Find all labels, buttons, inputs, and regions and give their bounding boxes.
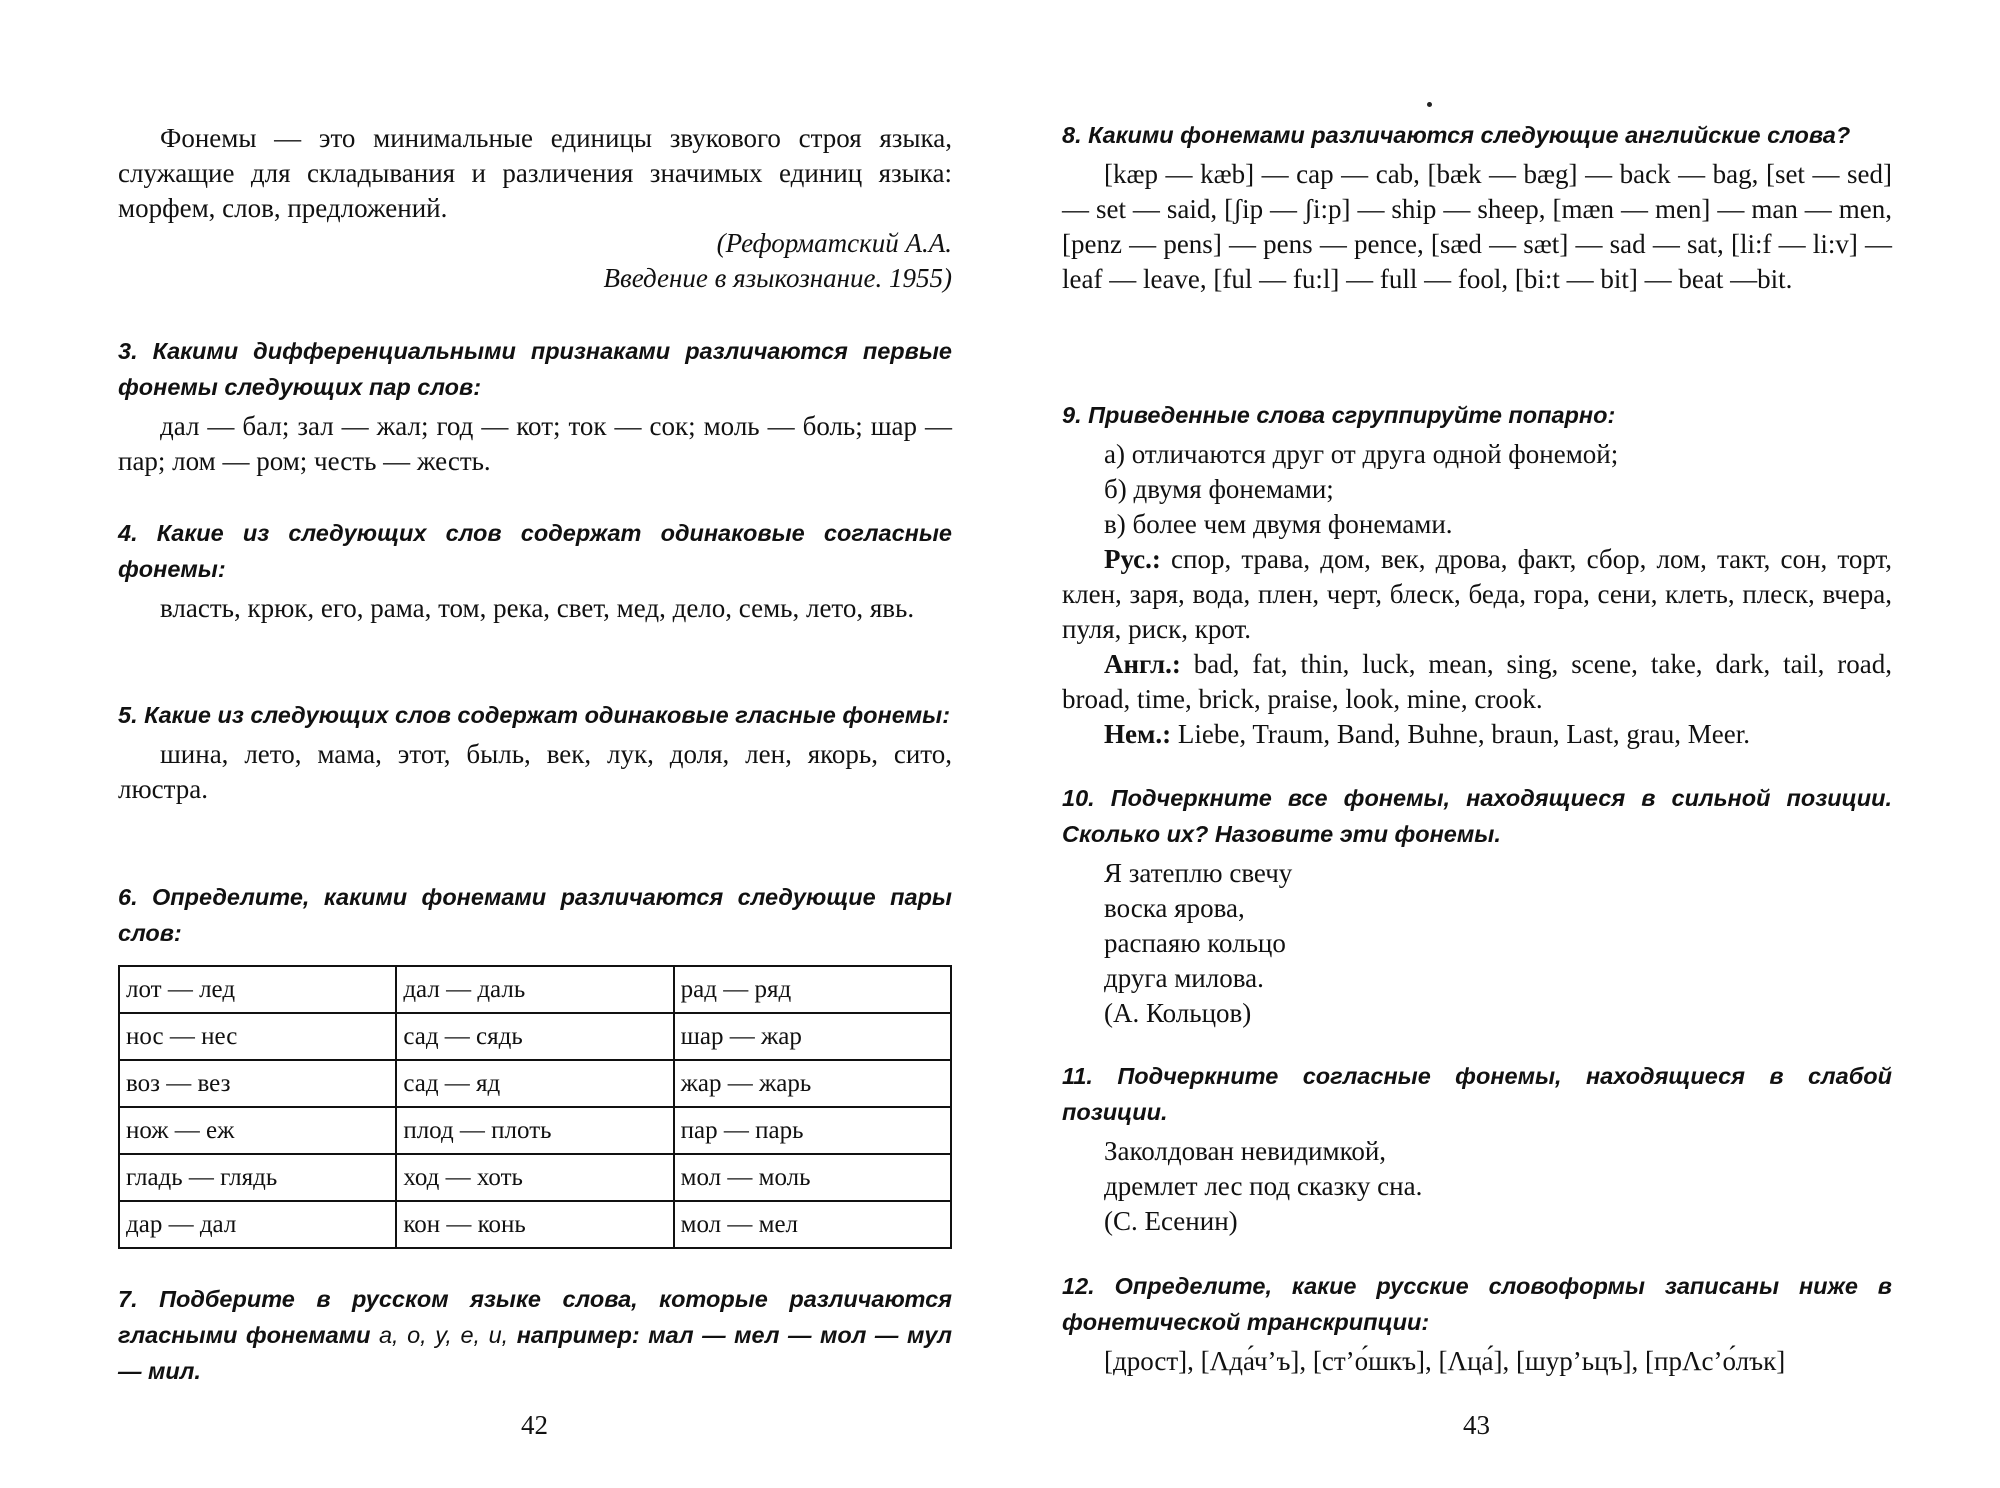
question-10-title: 10. Подчеркните все фонемы, находящиеся в сильной позиции. Сколько их? Назовите эти фонемы. [1062,785,1892,847]
question-3-text: дал — бал; зал — жал; год — кот; ток — сок; моль — боль; шар — пар; лом — ром; честь — жесть. [118,411,952,476]
table-cell: гладь — глядь [119,1154,396,1201]
table-row [119,1060,951,1107]
question-12-transcriptions: [дрост], [Λда́ч’ъ], [ст’о́шкъ], [Λца́], [шур’ьцъ], [прΛс’о́лък] [1104,1346,1786,1376]
question-5-text: шина, лето, мама, этот, быль, век, лук, доля, лен, якорь, сито, люстра. [118,739,952,804]
poem-line: Заколдован невидимкой, [1104,1136,1387,1166]
question-3-title: 3. Какими дифференциальными признаками различаются первые фонемы следующих пар слов: [118,338,952,400]
table-cell: рад — ряд [674,966,951,1013]
page-number-left: 42 [521,1410,548,1440]
question-9-german [1062,717,1892,752]
poem-line: дремлет лес под сказку сна. [1104,1171,1423,1201]
question-9-title: 9. Приведенные слова сгруппируйте попарно: [1062,402,1616,428]
table-row [119,1154,951,1201]
table-cell: плод — плоть [396,1107,673,1154]
table-cell: дар — дал [119,1201,396,1248]
table-cell: лот — лед [119,966,396,1013]
intro-paragraph: Фонемы — это минимальные единицы звукового строя языка, служащие для складывания и различения значимых единиц языка: морфем, слов, предложений. [118,123,952,223]
table-cell: сад — сядь [396,1013,673,1060]
table-cell: дал — даль [396,966,673,1013]
poem-author: (А. Кольцов) [1104,998,1252,1028]
table-cell: жар — жарь [674,1060,951,1107]
table-cell: шар — жар [674,1013,951,1060]
poem-line: распаяю кольцо [1104,928,1286,958]
poem-author: (С. Есенин) [1104,1206,1238,1236]
question-7 [118,1281,952,1389]
question-7-vowels: а, о, у, е, и, [378,1322,509,1348]
question-5-title: 5. Какие из следующих слов содержат одинаковые гласные фонемы: [118,702,951,728]
table-row [119,966,951,1013]
table-row [119,1201,951,1248]
question-5 [118,697,952,807]
english-label: Англ.: [1104,649,1181,679]
german-label: Нем.: [1104,719,1172,749]
table-cell: мол — моль [674,1154,951,1201]
question-8-title: 8. Какими фонемами различаются следующие английские слова? [1062,122,1851,148]
print-dot [1427,102,1432,107]
question-9-russian [1062,542,1892,647]
question-6 [118,879,952,1249]
question-12-title: 12. Определите, какие русские словоформы записаны ниже в фонетической транскрипции: [1062,1273,1892,1335]
table-cell: мол — мел [674,1201,951,1248]
question-9-item-a: а) отличаются друг от друга одной фонемой; [1104,439,1619,469]
english-words: bad, fat, thin, luck, mean, sing, scene, take, dark, tail, road, broad, time, brick, praise, look, mine, crook. [1062,649,1892,714]
citation-author: (Реформатский А.А. [716,228,952,258]
question-4-title: 4. Какие из следующих слов содержат одинаковые согласные фонемы: [118,520,952,582]
question-9-english [1062,647,1892,717]
word-pairs-table [118,965,952,1249]
question-7-title-part2: например: мал — мел — мол — мул — мил. [118,1322,953,1384]
question-11 [1062,1058,1892,1239]
table-row [119,1107,951,1154]
russian-words: спор, трава, дом, век, дрова, факт, сбор, лом, такт, сон, торт, клен, заря, вода, плен, черт, блеск, беда, гора, сени, клеть, плеск, вчера, пуля, риск, крот. [1062,544,1892,644]
question-6-title: 6. Определите, какими фонемами различаются следующие пары слов: [118,884,952,946]
german-words: Liebe, Traum, Band, Buhne, braun, Last, grau, Meer. [1171,719,1751,749]
table-cell: нос — нес [119,1013,396,1060]
question-4 [118,515,952,626]
question-3 [118,333,952,479]
question-7-title [118,1281,952,1389]
citation-source: Введение в языкознание. 1955) [603,263,952,293]
poem-line: Я затеплю свечу [1104,858,1293,888]
question-9-item-b: б) двумя фонемами; [1104,474,1334,504]
table-cell: пар — парь [674,1107,951,1154]
question-8 [1062,117,1892,297]
table-cell: кон — конь [396,1201,673,1248]
table-cell: воз — вез [119,1060,396,1107]
question-8-text: [kæp — kæb] — cap — cab, [bæk — bæg] — back — bag, [set — sed] — set — said, [ʃip — ʃi:p] — ship — sheep, [mæn — men] — man — men, [penz — pens] — pens — pence, [sæd — sæt] — sad — sat, [li:f — li:v] — leaf — leave, [ful — fu:l] — full — fool, [bi:t — bit] — beat —bit. [1062,159,1892,294]
table-row [119,1013,951,1060]
question-7-title-part1: 7. Подберите в русском языке слова, которые различаются гласными фонемами [118,1286,952,1348]
question-11-title: 11. Подчеркните согласные фонемы, находящиеся в слабой позиции. [1062,1063,1892,1125]
poem-line: воска ярова, [1104,893,1245,923]
question-10 [1062,780,1892,1031]
table-cell: ход — хоть [396,1154,673,1201]
question-9 [1062,397,1892,752]
page-number-right: 43 [1463,1410,1490,1440]
poem-line: друга милова. [1104,963,1264,993]
question-9-item-c: в) более чем двумя фонемами. [1104,509,1453,539]
table-cell: сад — яд [396,1060,673,1107]
question-12 [1062,1268,1892,1379]
question-4-text: власть, крюк, его, рама, том, река, свет, мед, дело, семь, лето, явь. [160,593,915,623]
table-cell: нож — еж [119,1107,396,1154]
russian-label: Рус.: [1104,544,1161,574]
